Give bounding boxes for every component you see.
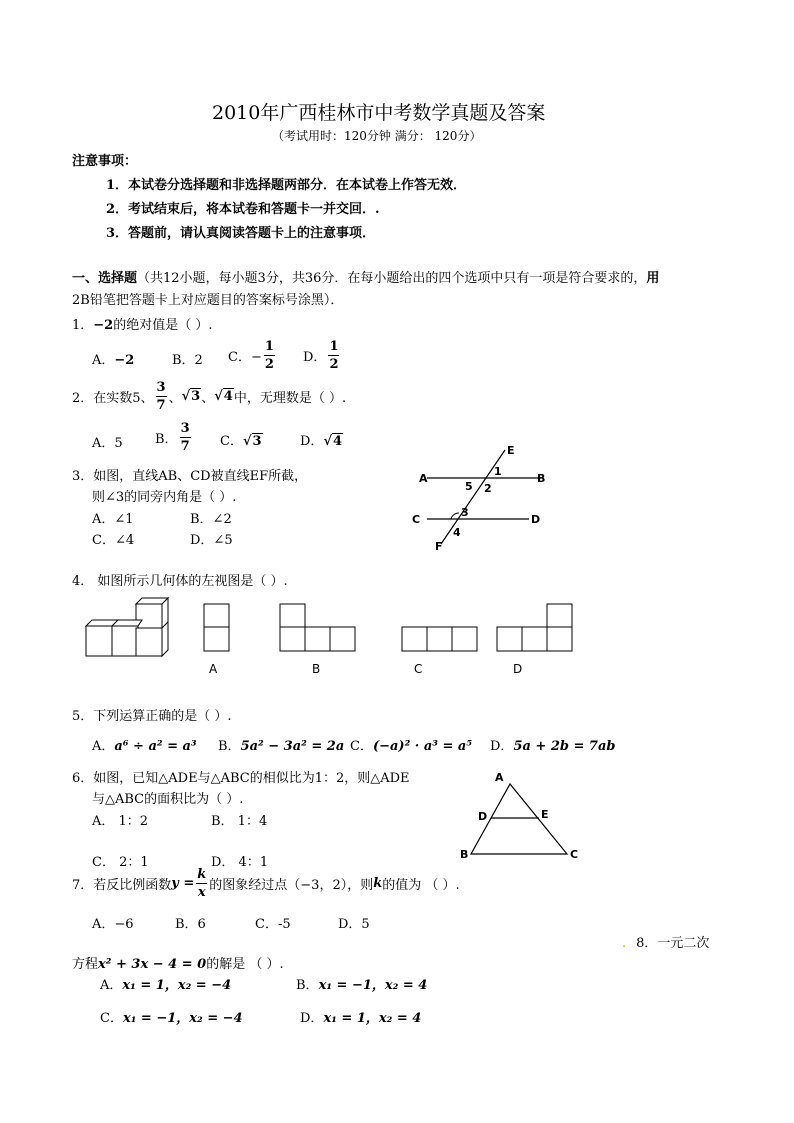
label-b: B	[460, 848, 469, 861]
separator: 、	[201, 391, 215, 406]
fraction	[264, 340, 275, 371]
angle-3: 3	[461, 506, 469, 519]
option-label: C．	[100, 1011, 123, 1026]
question-text: 2．在实数5、	[72, 391, 154, 406]
fraction-denominator: 7	[180, 439, 190, 454]
view-label-c: C	[414, 662, 423, 676]
label-d: D	[478, 810, 488, 823]
q7-option-b: B．6	[175, 917, 206, 932]
angle-arc	[451, 513, 459, 519]
fraction-numerator: k	[197, 867, 207, 882]
view-label-a: A	[209, 662, 218, 676]
question-2	[72, 381, 346, 412]
option-label: C．	[350, 739, 373, 754]
q6-option-c: C． 2：1	[92, 855, 149, 870]
fraction-denominator: x	[197, 885, 206, 900]
option-label: C．−	[228, 350, 262, 365]
question-text: 的值为 （ ）.	[382, 878, 460, 893]
math-expression: 5a + 2b = 7ab	[513, 739, 616, 754]
view-label-d: D	[513, 662, 523, 676]
note-item: 3．答题前，请认真阅读答题卡上的注意事项．	[106, 226, 376, 241]
option-label: D．	[300, 434, 324, 449]
option-label: B．	[155, 432, 178, 447]
q6-option-b: B． 1：4	[211, 814, 268, 829]
fraction-numerator: 3	[180, 421, 190, 436]
label-f: F	[435, 540, 443, 553]
sqrt-expression: √3	[242, 434, 262, 449]
q1-option-b: B．2	[172, 353, 203, 368]
notes-heading: 注意事项：	[72, 154, 138, 169]
view-option-d	[496, 603, 576, 653]
sqrt-expression: √3	[181, 389, 201, 404]
math-variable: k	[373, 876, 383, 891]
option-label: A．	[92, 353, 115, 368]
label-d: D	[531, 513, 541, 526]
math-value: −2	[93, 318, 114, 333]
fraction-numerator: 1	[329, 339, 339, 354]
angle-5: 5	[465, 480, 473, 493]
question-6-line2: 与△ABC的面积比为（ ）.	[92, 792, 244, 807]
radicand: 3	[191, 389, 201, 404]
math-expression: x₁ = −1，x₂ = −4	[122, 1011, 243, 1026]
q5-option-a	[92, 735, 197, 754]
q2-option-b	[155, 422, 193, 453]
q7-option-a: A．−6	[92, 917, 134, 932]
question-number: 1．	[72, 318, 94, 333]
q6-option-a: A． 1：2	[92, 814, 149, 829]
view-option-c	[401, 626, 481, 653]
sqrt-expression: √4	[214, 389, 233, 404]
option-label: D．	[303, 350, 327, 365]
q3-option-b: B．∠2	[190, 512, 232, 527]
option-label: A．	[100, 978, 123, 993]
q1-option-a	[92, 349, 134, 368]
question-5: 5．下列运算正确的是（ ）.	[72, 709, 232, 724]
radicand: 4	[223, 389, 233, 404]
math-expression: 5a² − 3a² = 2a	[240, 739, 345, 754]
q6-triangle-figure	[455, 770, 585, 862]
label-c: C	[570, 848, 579, 861]
section-desc-bold: 用	[646, 271, 660, 286]
radicand: 3	[252, 434, 262, 449]
angle-1: 1	[494, 465, 502, 478]
q8-option-a	[100, 974, 231, 993]
question-text: 方程	[72, 957, 99, 972]
question-8-head	[622, 932, 709, 951]
angle-4: 4	[453, 526, 461, 539]
angle-2: 2	[484, 482, 492, 495]
fraction-numerator: 1	[264, 339, 274, 354]
question-8	[72, 953, 284, 972]
q5-option-d	[490, 735, 616, 754]
section-heading: 一、选择题	[72, 271, 138, 286]
stray-mark: .	[622, 936, 627, 951]
separator: 、	[168, 391, 182, 406]
question-text: 8．一元二次	[636, 936, 710, 951]
question-text: 的解是 （ ）.	[206, 957, 284, 972]
fraction-numerator: 3	[156, 380, 166, 395]
q6-option-d: D． 4：1	[211, 855, 269, 870]
option-label: D．	[300, 1011, 324, 1026]
question-1	[72, 314, 213, 333]
sqrt-expression: √4	[323, 434, 343, 449]
q3-option-a: A．∠1	[92, 512, 134, 527]
q8-option-b	[296, 974, 427, 993]
q8-option-d	[300, 1007, 421, 1026]
label-c: C	[412, 513, 421, 526]
q2-option-d	[300, 430, 343, 449]
fraction-denominator: 2	[329, 357, 339, 372]
fraction	[180, 422, 191, 453]
q1-option-d	[303, 340, 341, 371]
question-6-line1: 6．如图，已知△ADE与△ABC的相似比为1：2，则△ADE	[72, 771, 410, 786]
label-a: A	[495, 771, 504, 784]
q8-option-c	[100, 1007, 243, 1026]
math-expression: x₁ = −1，x₂ = 4	[318, 978, 428, 993]
question-4: 4． 如图所示几何体的左视图是（ ）.	[72, 574, 288, 589]
option-label: B．	[296, 978, 319, 993]
math-expression: x₁ = 1，x₂ = −4	[122, 978, 232, 993]
question-text: 中，无理数是（ ）.	[233, 391, 347, 406]
q3-figure	[405, 440, 565, 555]
question-text: 的图象经过点（−3，2），则	[209, 878, 374, 893]
q7-option-c: C．-5	[255, 917, 291, 932]
fraction	[196, 868, 207, 899]
option-label: A．	[92, 739, 115, 754]
q5-option-c	[350, 735, 472, 754]
note-item: 1．本试卷分选择题和非选择题两部分．在本试卷上作答无效．	[106, 178, 467, 193]
question-7	[72, 868, 460, 899]
label-a: A	[419, 472, 428, 485]
math-expression: x² + 3x − 4 = 0	[98, 957, 207, 972]
fraction-denominator: 7	[156, 398, 166, 413]
q4-solid-figure	[80, 596, 180, 658]
section-heading-line	[72, 267, 659, 286]
q2-option-c	[220, 430, 263, 449]
label-b: B	[537, 472, 546, 485]
q2-option-a: A．5	[92, 436, 123, 451]
math-expression: x₁ = 1，x₂ = 4	[323, 1011, 422, 1026]
q3-option-d: D．∠5	[190, 533, 233, 548]
view-label-b: B	[312, 662, 321, 676]
section-desc-line2: 2B铅笔把答题卡上对应题目的答案标号涂黑）．	[72, 293, 344, 308]
fraction	[156, 381, 167, 412]
q5-option-b	[218, 735, 344, 754]
radicand: 4	[332, 434, 343, 449]
math-expression: a⁶ ÷ a² = a³	[114, 739, 197, 754]
fraction-denominator: 2	[264, 357, 274, 372]
exam-info: （考试用时：120分钟 满分： 120分）	[272, 129, 482, 143]
label-e: E	[507, 444, 515, 457]
section-desc: （共12小题，每小题3分，共36分．在每小题给出的四个选项中只有一项是符合要求的，	[137, 271, 647, 286]
option-label: D．	[490, 739, 514, 754]
question-text: 的绝对值是（ ）.	[113, 318, 213, 333]
fraction	[328, 340, 339, 371]
note-item: 2．考试结束后，将本试卷和答题卡一并交回．.	[106, 202, 380, 217]
q3-option-c: C．∠4	[92, 533, 135, 548]
question-3-line2: 则∠3的同旁内角是（ ）.	[92, 490, 237, 505]
option-value: −2	[114, 353, 135, 368]
q7-option-d: D．5	[338, 917, 370, 932]
option-label: B．	[218, 739, 241, 754]
view-option-a	[203, 603, 231, 653]
question-text: 7．若反比例函数	[72, 878, 172, 893]
question-3-line1: 3．如图，直线AB、CD被直线EF所截，	[72, 469, 308, 484]
page-title: 2010年广西桂林市中考数学真题及答案	[212, 102, 546, 124]
label-e: E	[541, 808, 549, 821]
option-label: C．	[220, 434, 243, 449]
math-expression: (−a)² · a³ = a⁵	[372, 739, 473, 754]
q1-option-c	[228, 340, 277, 371]
view-option-b	[279, 603, 359, 653]
math-expression: y =	[171, 876, 195, 891]
